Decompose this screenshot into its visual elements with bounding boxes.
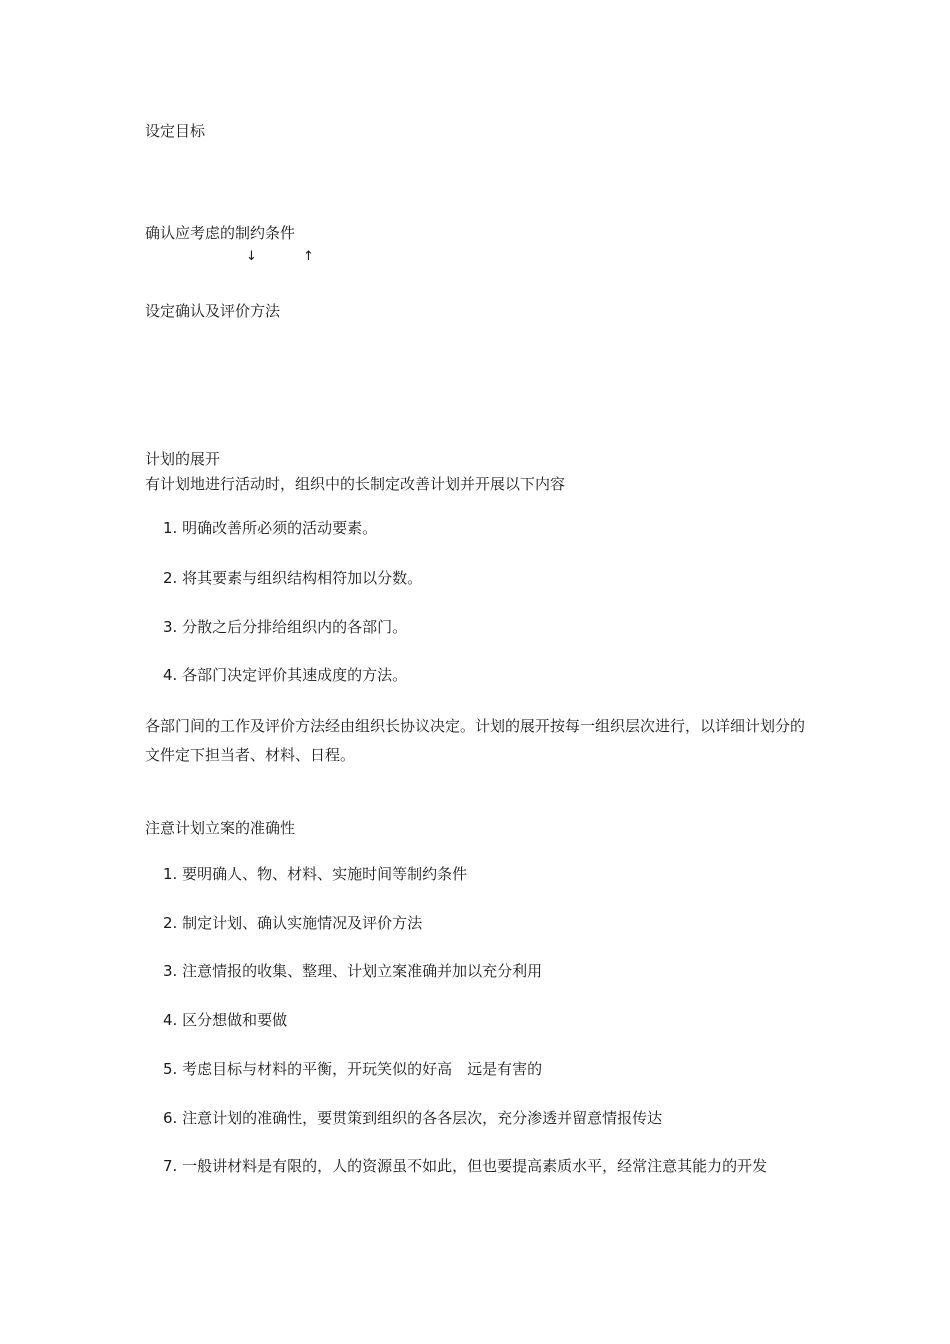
list-text: 区分想做和要做 — [182, 1011, 288, 1029]
list-text: 注意情报的收集、整理、计划立案准确并加以充分利用 — [182, 962, 543, 980]
plan-summary: 各部门间的工作及评价方法经由组织长协议决定。计划的展开按每一组织层次进行，以详细计划分的文件定下担当者、材料、日程。 — [145, 717, 806, 764]
accuracy-list-item — [163, 1011, 287, 1029]
flow-step-set-goal: 设定目标 — [145, 122, 206, 140]
list-text: 注意计划的准确性，要贯策到组织的各各层次，充分渗透并留意情报传达 — [182, 1109, 663, 1127]
list-number: 5. — [163, 1060, 178, 1078]
accuracy-list-item — [163, 865, 467, 883]
plan-list-item — [163, 618, 407, 636]
list-number: 6. — [163, 1109, 178, 1127]
accuracy-list-item — [163, 1109, 662, 1127]
list-number: 3. — [163, 962, 178, 980]
accuracy-list-item — [163, 1060, 542, 1078]
list-text: 明确改善所必须的活动要素。 — [182, 519, 378, 537]
accuracy-heading: 注意计划立案的准确性 — [145, 819, 296, 837]
list-number: 4. — [163, 666, 178, 684]
arrow-down-icon: ↓ — [246, 249, 257, 264]
plan-list-item — [163, 519, 377, 537]
plan-list-item — [163, 666, 407, 684]
list-number: 1. — [163, 519, 178, 537]
list-text: 要明确人、物、材料、实施时间等制约条件 — [182, 865, 468, 883]
list-number: 4. — [163, 1011, 178, 1029]
flow-step-confirm-constraints: 确认应考虑的制约条件 — [145, 224, 296, 242]
list-text: 制定计划、确认实施情况及评价方法 — [182, 914, 423, 932]
list-number: 1. — [163, 865, 178, 883]
accuracy-list-item — [145, 1152, 810, 1180]
list-number: 3. — [163, 618, 178, 636]
list-text: 分散之后分排给组织内的各部门。 — [182, 618, 408, 636]
list-text: 一般讲材料是有限的，人的资源虽不如此，但也要提高素质水平，经常注意其能力的开发 — [182, 1157, 768, 1175]
list-number: 2. — [163, 914, 178, 932]
list-text: 各部门决定评价其速成度的方法。 — [182, 666, 408, 684]
list-number: 2. — [163, 569, 178, 587]
flow-step-evaluation-method: 设定确认及评价方法 — [145, 302, 281, 320]
arrow-up-icon: ↑ — [303, 249, 314, 264]
plan-intro: 有计划地进行活动时，组织中的长制定改善计划并开展以下内容 — [145, 475, 566, 493]
accuracy-list-item — [163, 914, 422, 932]
list-text: 考虑目标与材料的平衡，开玩笑似的好高 远是有害的 — [182, 1060, 543, 1078]
accuracy-list-item — [163, 962, 542, 980]
list-number: 7. — [163, 1157, 178, 1175]
plan-list-item — [163, 569, 422, 587]
list-text: 将其要素与组织结构相符加以分数。 — [182, 569, 423, 587]
plan-heading: 计划的展开 — [145, 450, 221, 468]
